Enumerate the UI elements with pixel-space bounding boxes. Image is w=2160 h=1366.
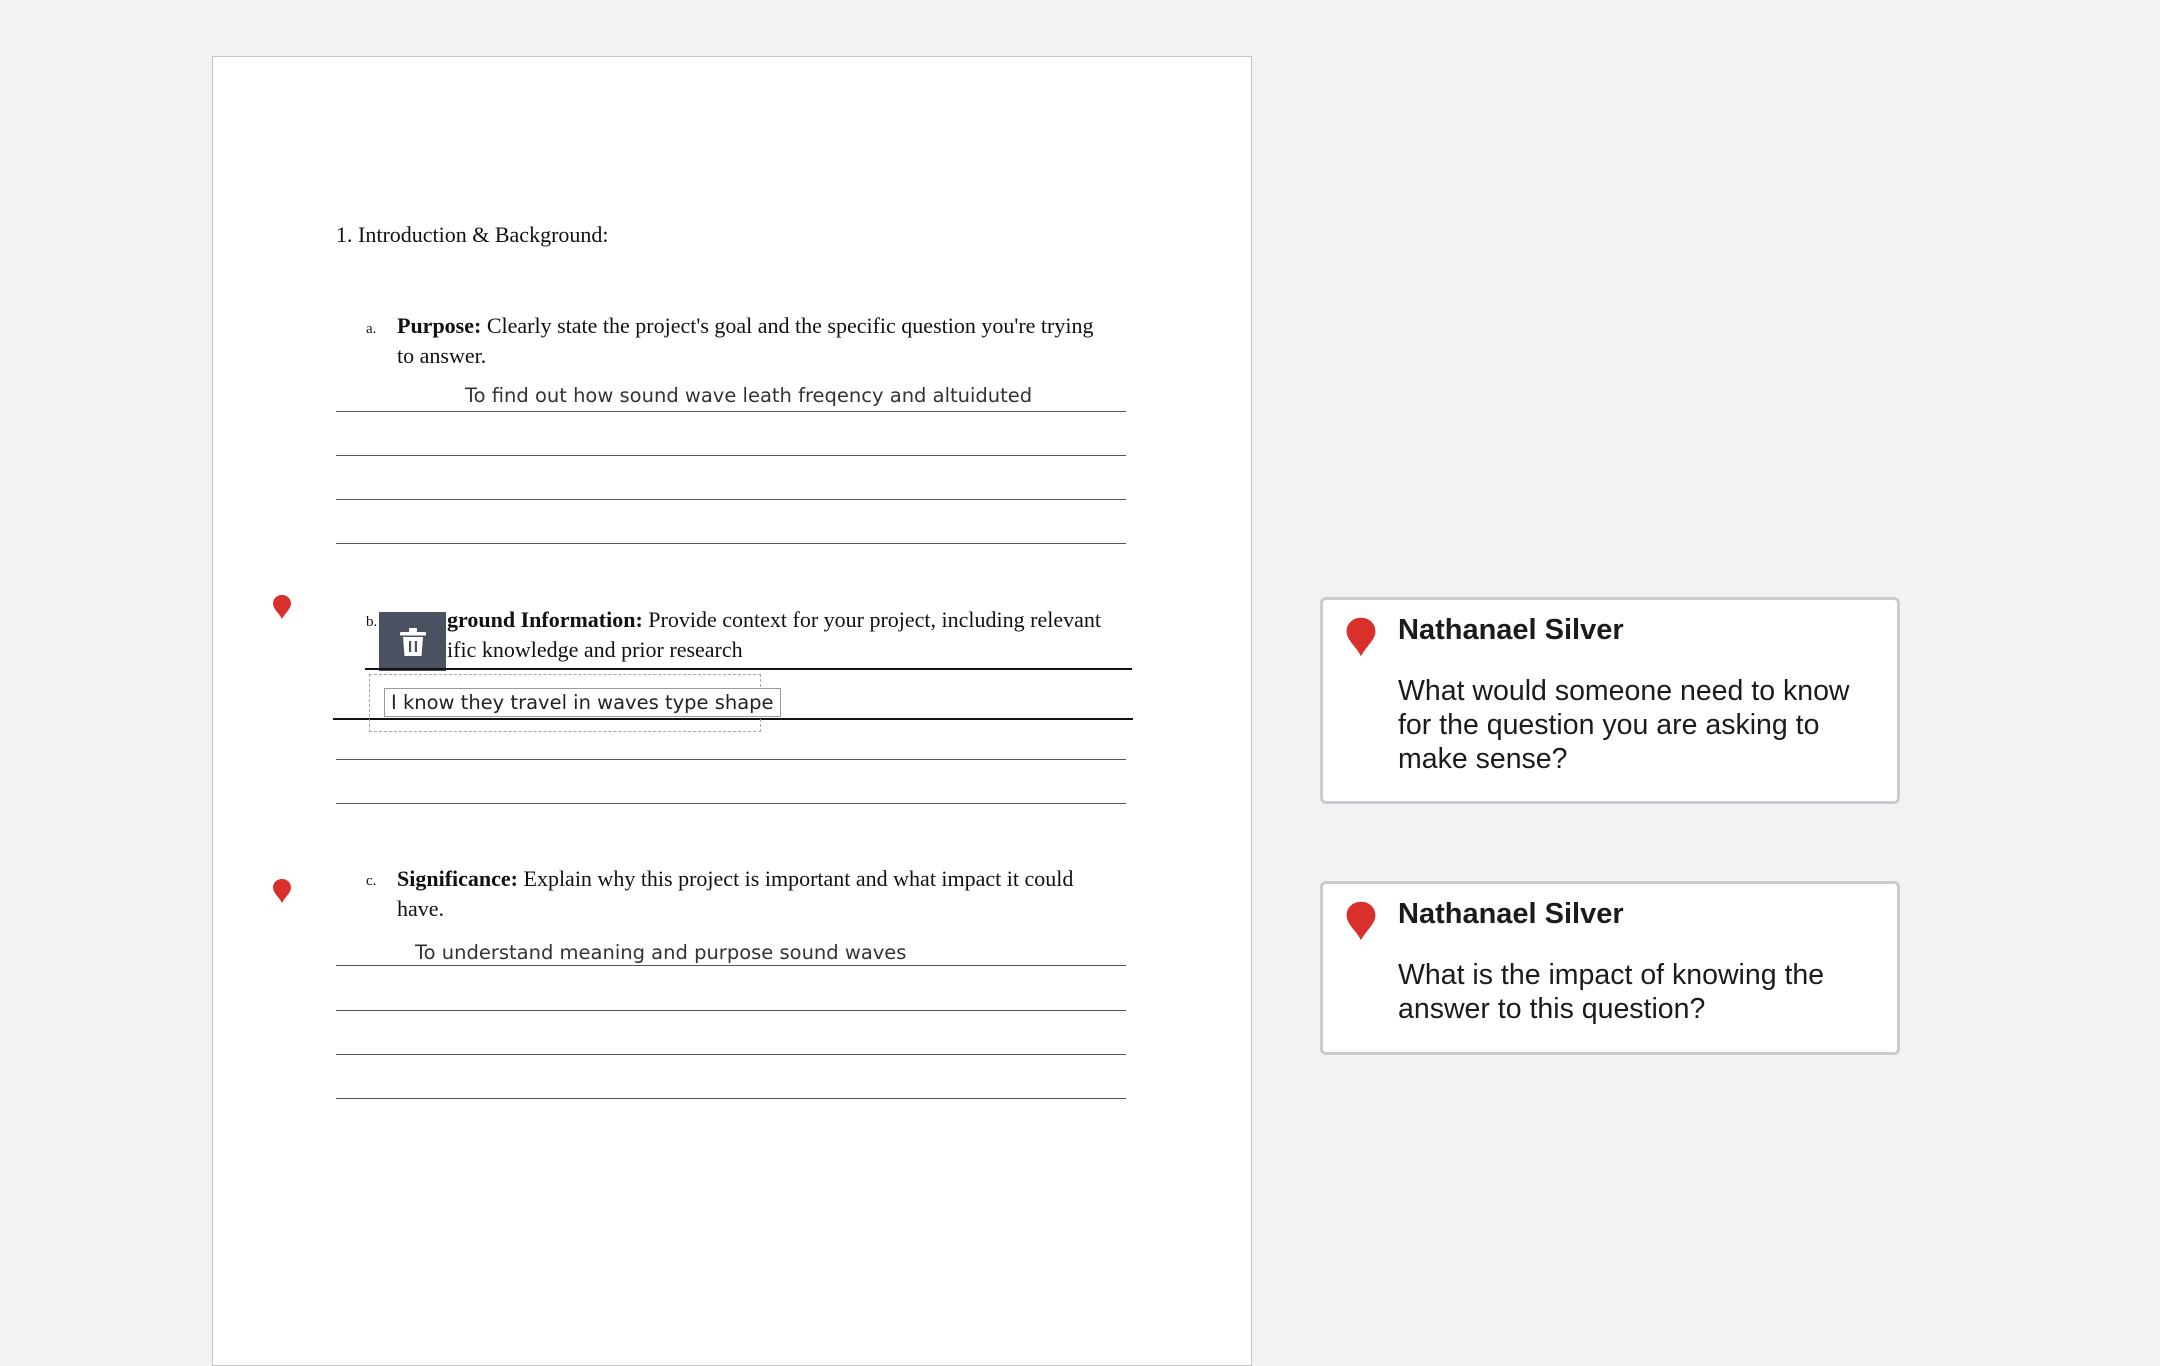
answer-line [336, 411, 1126, 412]
significance-line-2: have. [397, 896, 445, 921]
map-pin-icon [1345, 616, 1377, 658]
comment-card[interactable] [1320, 597, 1900, 804]
item-marker-a: a. [366, 321, 377, 337]
comment-text: What would someone need to know for the question you are asking to make sense? [1398, 675, 1850, 775]
section-heading: 1. Introduction & Background: [336, 222, 609, 247]
map-pin-icon [1345, 900, 1377, 942]
answer-line [365, 668, 1132, 670]
purpose-paragraph [397, 311, 1093, 371]
significance-title: Significance: [397, 866, 518, 891]
comment-author: Nathanael Silver [1398, 614, 1624, 646]
map-pin-icon[interactable] [272, 878, 292, 904]
background-paragraph [447, 605, 1101, 665]
answer-line [336, 1010, 1126, 1011]
answer-line [336, 455, 1126, 456]
background-line-2: ific knowledge and prior research [447, 637, 743, 662]
annotation-text-input[interactable]: I know they travel in waves type shape [384, 688, 781, 717]
significance-answer[interactable]: To understand meaning and purpose sound waves [415, 941, 907, 964]
background-line-1: Provide context for your project, including relevant [648, 607, 1101, 632]
trash-icon [398, 626, 428, 658]
map-pin-icon[interactable] [272, 594, 292, 620]
item-marker-c: c. [366, 873, 377, 889]
purpose-line-1: Clearly state the project's goal and the specific question you're trying [486, 313, 1094, 338]
purpose-title: Purpose: [397, 313, 482, 338]
answer-line [336, 965, 1126, 966]
comment-text: What is the impact of knowing the answer to this question? [1398, 959, 1825, 1025]
answer-line [336, 759, 1126, 760]
significance-paragraph [397, 864, 1073, 924]
comment-card[interactable] [1320, 881, 1900, 1055]
item-marker-b: b. [366, 614, 378, 630]
answer-line [336, 1098, 1126, 1099]
comment-author: Nathanael Silver [1398, 898, 1624, 930]
background-title: ground Information: [447, 607, 643, 632]
text-annotation-editor[interactable] [369, 674, 774, 732]
purpose-answer[interactable]: To find out how sound wave leath freqency and altuiduted [465, 384, 1033, 407]
answer-line [336, 543, 1126, 544]
purpose-line-2: to answer. [397, 343, 487, 368]
answer-line [336, 803, 1126, 804]
answer-line [336, 499, 1126, 500]
significance-line-1: Explain why this project is important and what impact it could [523, 866, 1074, 891]
delete-annotation-button[interactable] [379, 612, 446, 671]
answer-line [336, 1054, 1126, 1055]
